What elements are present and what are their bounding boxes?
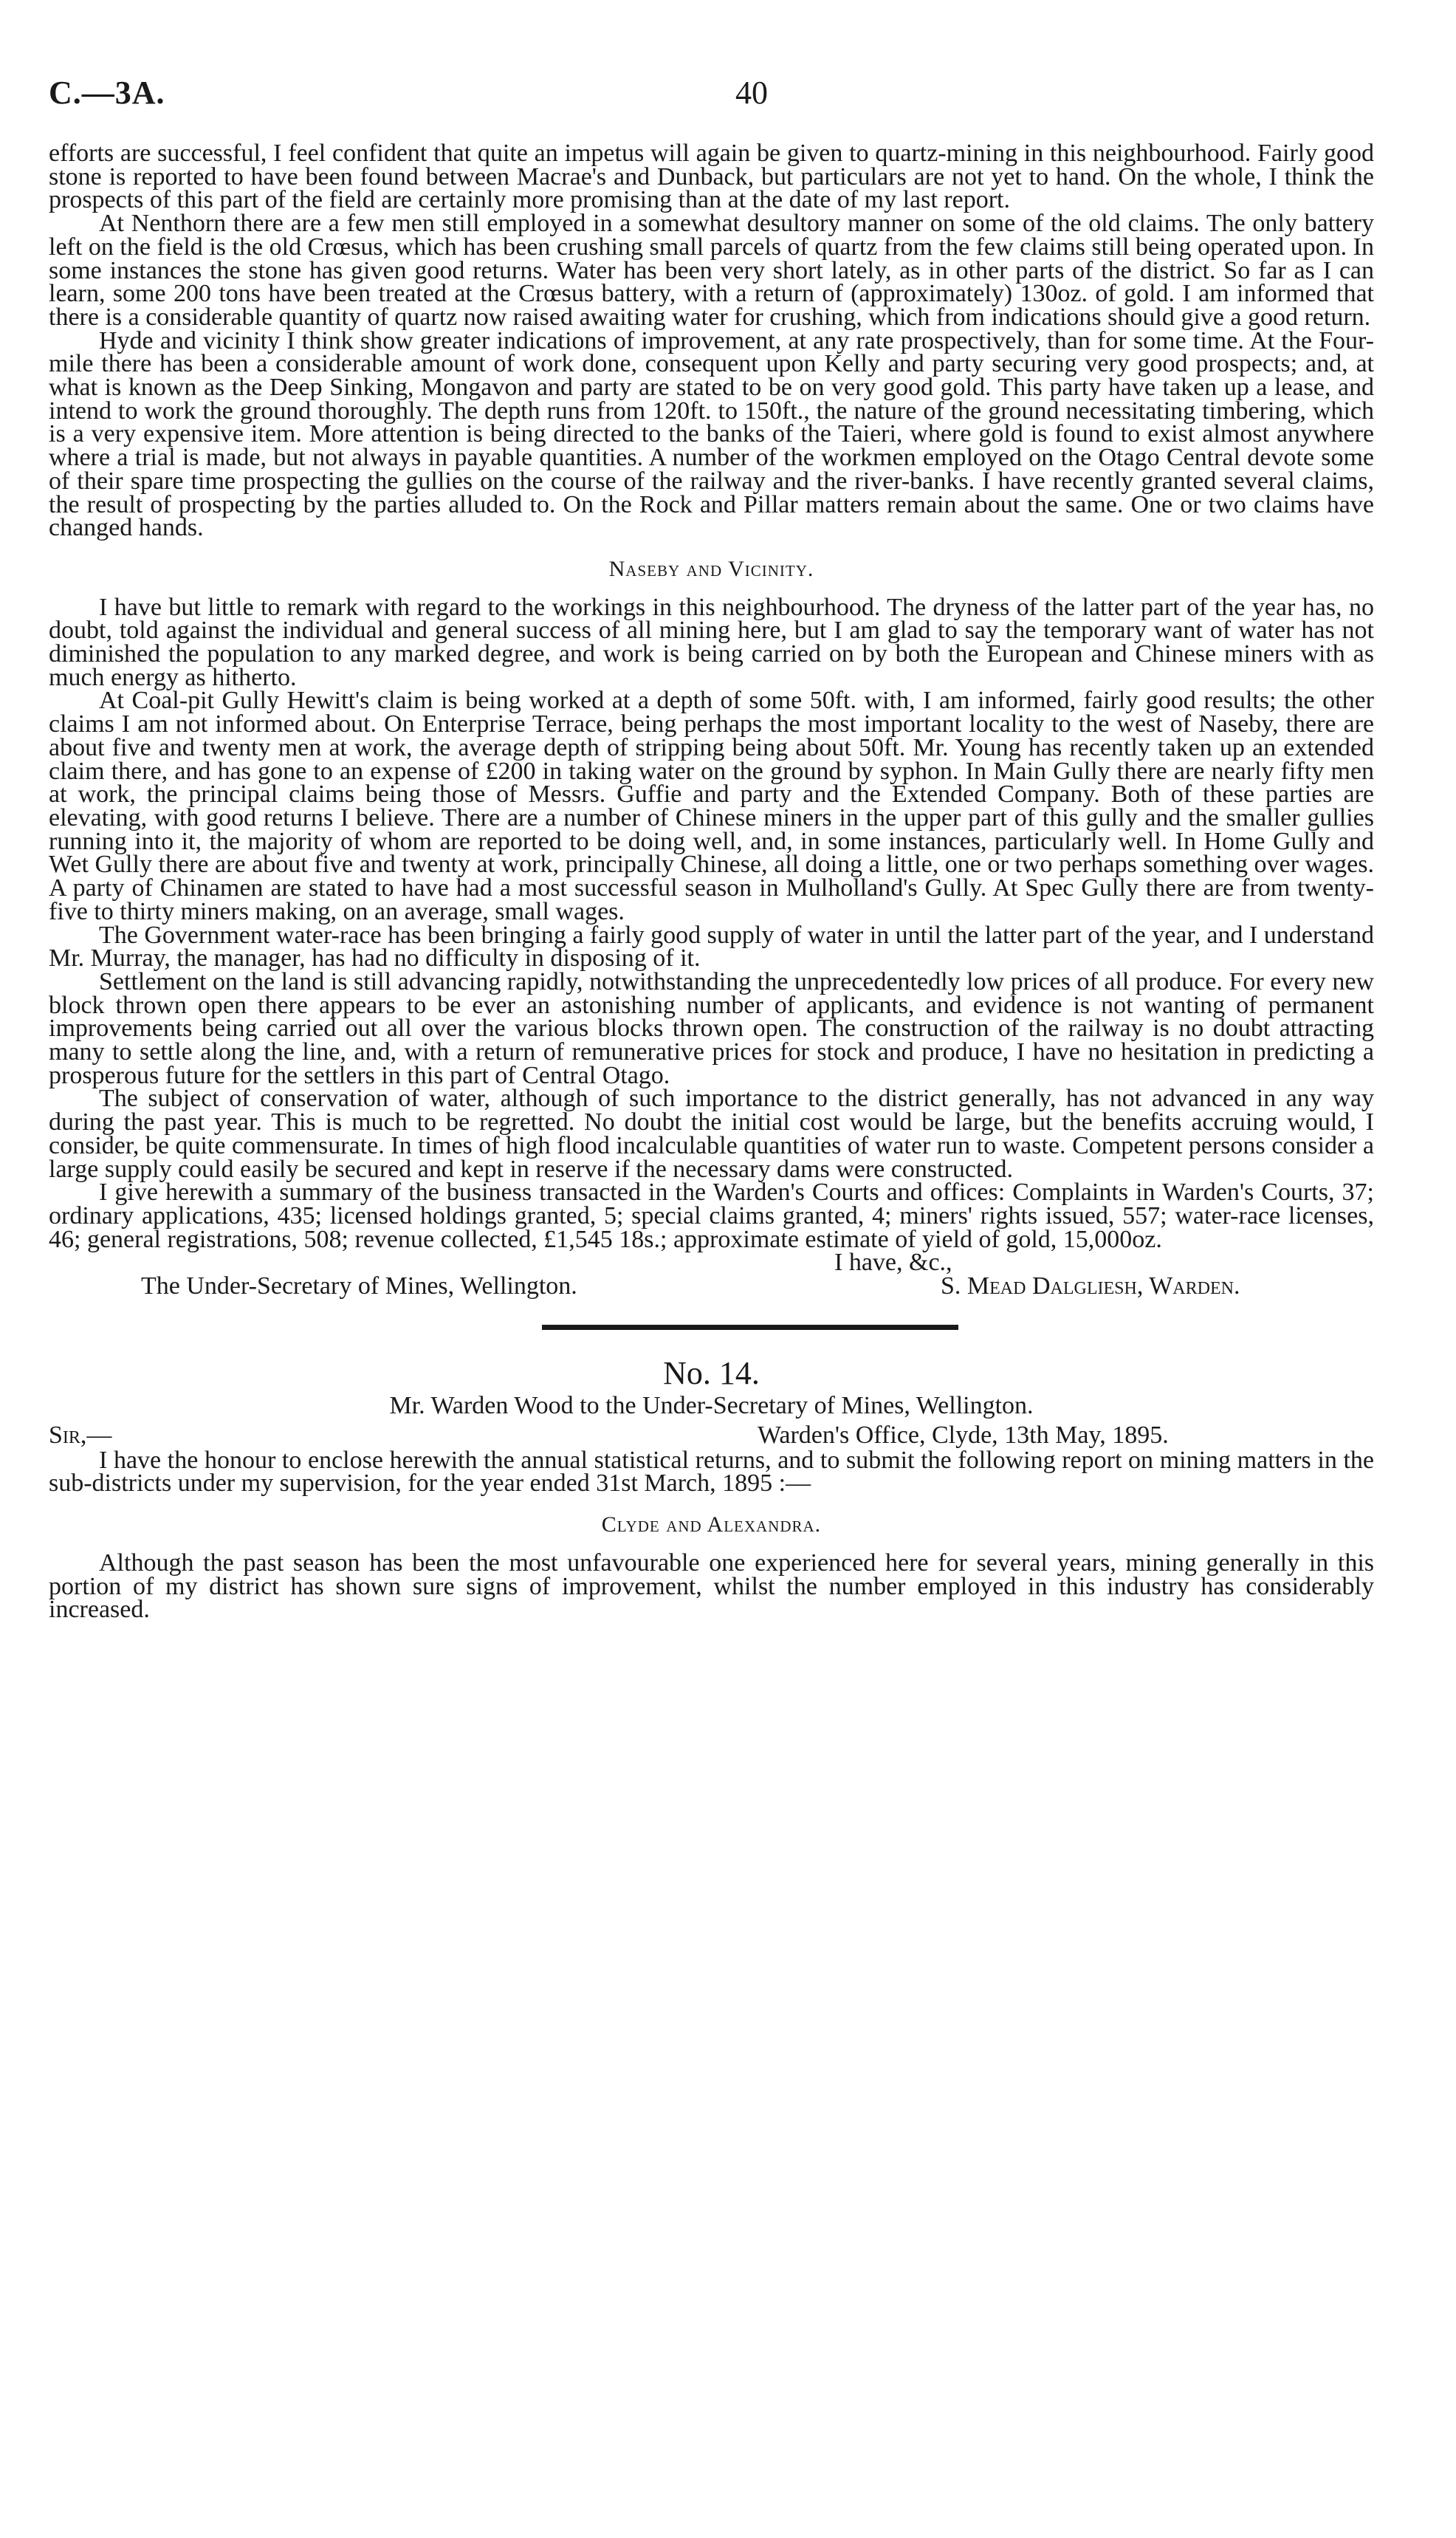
paragraph: The Government water-race has been bringing a fairly good supply of water in until the latter part of the year, and I understand Mr. Murray, the manager, has had no difficulty in disposing of it. [49, 921, 1374, 973]
closing-phrase: I have, &c., [834, 1249, 952, 1277]
paragraph: I have the honour to enclose herewith the annual statistical returns, and to submit the following report on mining matters in the sub-districts under my supervision, for the year ended 31st March, 1895 :— [49, 1446, 1374, 1498]
paragraph: At Coal-pit Gully Hewitt's claim is being worked at a depth of some 50ft. with, I am informed, fairly good results; the other claims I am not informed about. On Enterprise Terrace, being perhaps the most important locality to the west of Naseby, there are about five and twenty men at work, the average depth of stripping being about 50ft. Mr. Young has recently taken up an extended claim there, and has gone to an expense of £200 in taking water on the ground by syphon. In Main Gully there are nearly fifty men at work, the principal claims being those of Messrs. Guffie and party and the Extended Company. Both of these parties are elevating, with good returns I believe. There are a number of Chinese miners in the upper part of this gully and the smaller gullies running into it, the majority of whom are reported to be doing well, and, in some instances, particularly well. In Home Gully and Wet Gully there are about five and twenty at work, principally Chinese, all doing a little, one or two perhaps something over wages. A party of Chinamen are stated to have had a most successful season in Mulholland's Gully. At Spec Gully there are from twenty-five to thirty miners making, on an average, small wages. [49, 687, 1374, 925]
paragraph: efforts are successful, I feel confident that quite an impetus will again be given to quartz-mining in this neighbourhood. Fairly good stone is reported to have been found between Macrae's and Dunback, but particulars are not yet to hand. On the whole, I think the prospects of this part of the field are certainly more promising than at the date of my last report. [49, 140, 1374, 214]
paragraph: The subject of conservation of water, although of such importance to the district generally, has not advanced in any way during the past year. This is much to be regretted. No doubt the initial cost would be large, but the benefits accruing would, I consider, be quite commensurate. In times of high flood incalculable quantities of water run to waste. Competent persons consider a large supply could easily be secured and kept in reserve if the necessary dams were constructed. [49, 1085, 1374, 1183]
page-number: 40 [735, 75, 768, 111]
signoff [49, 1251, 1374, 1298]
paragraph: Although the past season has been the most unfavourable one experienced here for several years, mining generally in this portion of my district has shown sure signs of improvement, whilst the number employed in this industry has considerably increased. [49, 1548, 1374, 1624]
letter-number: No. 14. [663, 1355, 760, 1392]
office-date: Warden's Office, Clyde, 13th May, 1895. [758, 1421, 1169, 1449]
letter-addressee: The Under-Secretary of Mines, Wellington. [141, 1272, 577, 1300]
divider [49, 1298, 1374, 1357]
paragraph: I give herewith a summary of the business transacted in the Warden's Courts and offices: Complaints in Warden's Courts, 37; ordinary applications, 435; licensed holdings granted, 5; special claims granted, 4; miners' rights issued, 557; water-race licenses, 46; general registrations, 508; revenue collected, £1,545 18s.; approximate estimate of yield of gold, 15,000oz. [49, 1179, 1374, 1253]
paragraph: At Nenthorn there are a few men still employed in a somewhat desultory manner on some of the old claims. The only battery left on the field is the old Crœsus, which has been crushing small parcels of quartz from the few claims still being operated upon. In some instances the stone has given good returns. Water has been very short lately, as in other parts of the district. So far as I can learn, some 200 tons have been treated at the Crœsus battery, with a return of (approximately) 130oz. of gold. I am informed that there is a considerable quantity of quartz now raised awaiting water for crushing, which from indications should give a good return. [49, 210, 1374, 331]
document-body [49, 142, 1374, 1622]
paragraph: Hyde and vicinity I think show greater indications of improvement, at any rate prospectively, than for some time. At the Four-mile there has been a considerable amount of work done, consequent upon Kelly and party securing very good prospects; and, at what is known as the Deep Sinking, Mongavon and party are stated to be on very good gold. This party have taken up a lease, and intend to work the ground thoroughly. The depth runs from 120ft. to 150ft., the nature of the ground necessitating timbering, which is a very expensive item. More attention is being directed to the banks of the Taieri, where gold is found to exist almost anywhere where a trial is made, but not always in payable quantities. A number of the workmen employed on the Otago Central devote some of their spare time prospecting the gullies on the course of the railway and the river-banks. I have recently granted several claims, the result of prospecting by the parties alluded to. On the Rock and Pillar matters remain about the same. One or two claims have changed hands. [49, 326, 1374, 542]
page-header [49, 74, 1378, 118]
section-heading: Clyde and Alexandra. [601, 1512, 822, 1537]
paragraph: Settlement on the land is still advancing rapidly, notwithstanding the unprecedentedly low prices of all produce. For every new block thrown open there appears to be ever an astonishing number of applicants, and evidence is not wanting of permanent improvements being carried out all over the various blocks thrown open. The construction of the railway is no doubt attracting many to settle along the line, and, with a return of remunerative prices for stock and produce, I have no hesitation in predicting a prosperous future for the settlers in this part of Central Otago. [49, 967, 1374, 1089]
paragraph: I have but little to remark with regard to the workings in this neighbourhood. The dryness of the latter part of the year has, no doubt, told against the individual and general success of all mining here, but I am glad to say the temporary want of water has not diminished the population to any marked degree, and work is being carried on by both the European and Chinese miners with as much energy as hitherto. [49, 593, 1374, 691]
letter-heading: Mr. Warden Wood to the Under-Secretary of Mines, Wellington. [389, 1392, 1034, 1420]
divider-rule [542, 1325, 958, 1330]
salutation: Sir,— [49, 1421, 112, 1449]
section-heading: Naseby and Vicinity. [608, 556, 814, 581]
salutation-line [49, 1421, 1374, 1449]
document-reference: C.—3A. [49, 75, 165, 111]
signature: S. Mead Dalgliesh, Warden. [941, 1272, 1240, 1300]
